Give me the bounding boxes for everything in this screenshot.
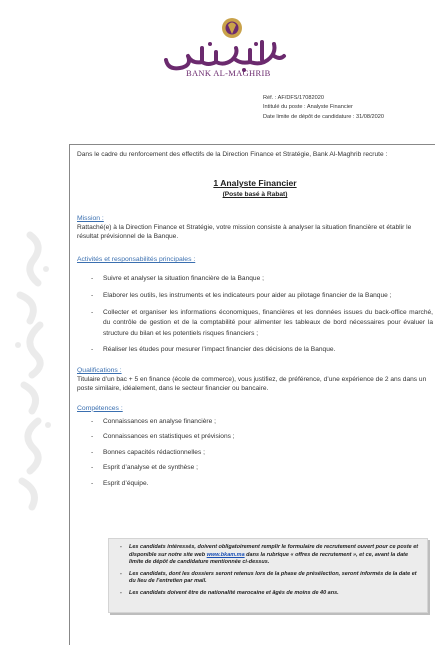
job-title: 1 Analyste Financier: [213, 178, 297, 189]
list-item: - Esprit d’analyse et de synthèse ;: [77, 463, 433, 472]
arabic-watermark: [10, 225, 56, 515]
list-item: - Connaissances en statistiques et prévisions ;: [77, 432, 433, 441]
qualifications-heading: Qualifications :: [77, 366, 122, 374]
list-item: - Esprit d’équipe.: [77, 479, 433, 488]
activities-heading: Activités et responsabilités principales :: [77, 256, 196, 264]
position-title-line: Intitulé du poste : Analyste Financier: [263, 104, 353, 111]
reference-block: [263, 94, 384, 122]
list-item: - Connaissances en analyse financière ;: [77, 417, 433, 426]
skills-list: [77, 417, 433, 488]
list-item: - Collecter et organiser les informations économiques, financières et les données issues du back-office marché, du contrôle de gestion et de la comptabilité pour alimenter les tableaux de bord nécessaires pour évaluer la structure du bilan et les potentiels risques financiers ;: [77, 308, 433, 340]
list-item: - Elaborer les outils, les instruments et les indicateurs pour aider au pilotage financier de la Banque ;: [77, 291, 433, 302]
list-item: - Suivre et analyser la situation financière de la Banque ;: [77, 274, 433, 285]
brand-name: BANK AL-MAGHRIB: [186, 68, 271, 78]
qualifications-text: Titulaire d’un bac + 5 en finance (école de commerce), vous justifiez, de préférence, d’une expérience de 2 ans dans un poste similaire, idéalement, dans le secteur financier ou bancaire.: [77, 376, 427, 393]
reference-number: Réf. : AF/DFS/17082020: [263, 95, 324, 101]
mission-heading: Mission :: [77, 214, 104, 222]
intro-text: Dans le cadre du renforcement des effectifs de la Direction Finance et Stratégie, Bank Al-Maghrib recrute :: [77, 151, 388, 158]
list-item: - Bonnes capacités rédactionnelles ;: [77, 448, 433, 457]
notice-item: - Les candidats intéressés, doivent obligatoirement remplir le formulaire de recrutement ouvert pour ce poste et disponible sur notre site web www.bkam.ma dans la rubrique « offres de recrutement », et ce, avant la date limite de dépôt de candidature mentionnée ci-dessus.: [117, 544, 419, 567]
list-item: - Réaliser les études pour mesurer l’impact financier des décisions de la Banque.: [77, 345, 433, 356]
notice-item: - Les candidats, dont les dossiers seront retenus lors de la phase de présélection, seront informés de la date et du lieu de l’entretien par mail.: [117, 571, 419, 586]
website-link[interactable]: www.bkam.ma: [206, 551, 245, 558]
mission-text: Rattaché(e) à la Direction Finance et Stratégie, votre mission consiste à analyser la situation financière et établir le résultat prévisionnel de la Banque.: [77, 223, 412, 241]
notice-item: - Les candidats doivent être de nationalité marocaine et âgés de moins de 40 ans.: [117, 590, 419, 598]
job-posting: [77, 150, 433, 494]
application-notice: [108, 538, 428, 613]
deadline-line: Date limite de dépôt de candidature : 31/08/2020: [263, 113, 384, 120]
activities-list: [77, 274, 433, 356]
skills-heading: Compétences :: [77, 404, 123, 412]
job-location: (Poste basé à Rabat): [222, 191, 288, 199]
